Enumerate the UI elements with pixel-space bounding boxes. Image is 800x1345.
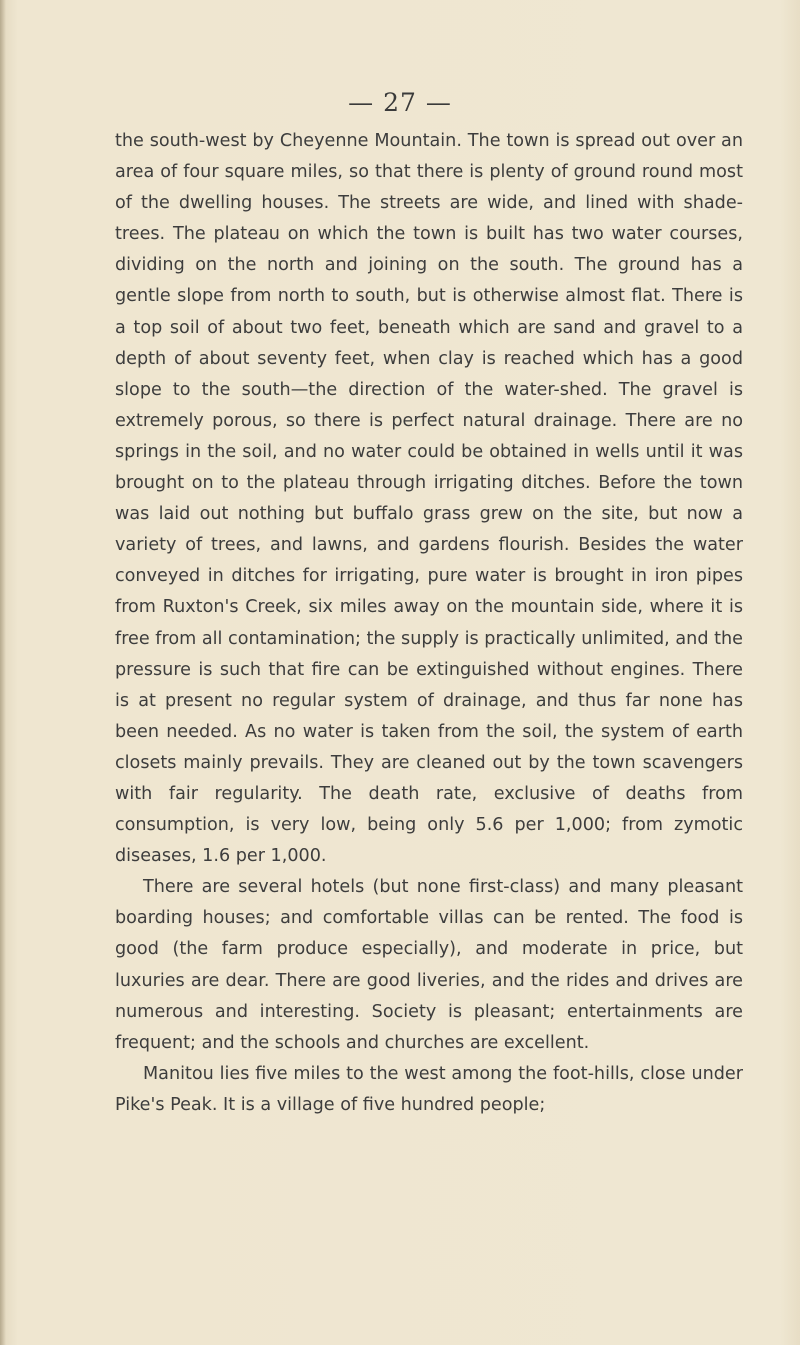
paragraph-manitou: Manitou lies five miles to the west among the foot-hills, close under Pike's Peak. It is a village of five hundred people; [115, 1063, 743, 1115]
paragraph-hotels: There are several hotels (but none first-class) and many pleasant boarding houses; and comfortable villas can be rented. The food is good (the farm produce especially), and moderate in price, but luxuries are dear. There are good liveries, and the rides and drives are numerous and interesting. Society is pleasant; entertainments are frequent; and the schools and churches are excellent. [115, 877, 743, 1053]
page-number: — 27 — [348, 88, 452, 117]
page-binding-shadow [0, 0, 6, 1345]
body-text [115, 126, 743, 1121]
paragraph-continued: the south-west by Cheyenne Mountain. The town is spread out over an area of four square miles, so that there is plenty of ground round most of the dwelling houses. The streets are wide, and lined with shade-trees. The plateau on which the town is built has two water courses, dividing on the north and joining on the south. The ground has a gentle slope from north to south, but is otherwise almost flat. There is a top soil of about two feet, beneath which are sand and gravel to a depth of about seventy feet, when clay is reached which has a good slope to the south—the direction of the water-shed. The gravel is extremely porous, so there is perfect natural drainage. There are no springs in the soil, and no water could be obtained in wells until it was brought on to the plateau through irrigating ditches. Before the town was laid out nothing but buffalo grass grew on the site, but now a variety of trees, and lawns, and gardens flourish. Besides the water conveyed in ditches for irrigating, pure water is brought in iron pipes from Ruxton's Creek, six miles away on the mountain side, where it is free from all contamination; the supply is practically unlimited, and the pressure is such that fire can be extinguished without engines. There is at present no regular system of drainage, and thus far none has been needed. As no water is taken from the soil, the system of earth closets mainly prevails. They are cleaned out by the town scavengers with fair regularity. The death rate, exclusive of deaths from consumption, is very low, being only 5.6 per 1,000; from zymotic diseases, 1.6 per 1,000. [115, 131, 743, 867]
